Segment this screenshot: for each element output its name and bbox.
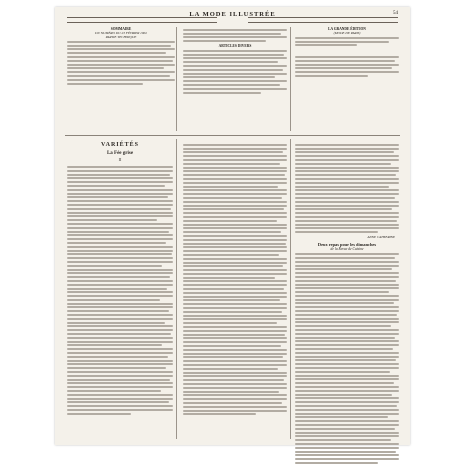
- text-line: [295, 321, 399, 323]
- text-line: [183, 193, 287, 195]
- text-line: [67, 193, 173, 195]
- text-line: [183, 36, 287, 38]
- text-line: [295, 420, 399, 422]
- text-line: [295, 295, 399, 297]
- summary-text: [67, 41, 175, 85]
- text-line: [295, 386, 399, 388]
- text-line: [67, 231, 169, 233]
- text-line: [183, 224, 287, 226]
- text-line: [295, 375, 399, 377]
- text-line: [295, 253, 399, 255]
- text-line: [67, 314, 173, 316]
- masthead-ornament-right: [248, 17, 398, 23]
- right-column: [295, 142, 399, 466]
- page-number: 54: [393, 11, 398, 16]
- text-line: [183, 216, 287, 218]
- varietes-column: [67, 142, 173, 417]
- text-line: [67, 67, 164, 69]
- text-line: [295, 231, 378, 233]
- text-line: [183, 394, 287, 396]
- text-line: [295, 159, 399, 161]
- text-line: [183, 372, 287, 374]
- text-line: [295, 356, 399, 358]
- text-line: [183, 334, 285, 336]
- text-line: [67, 48, 175, 50]
- text-line: [295, 428, 395, 430]
- text-line: [295, 394, 392, 396]
- text-line: [183, 258, 287, 260]
- text-line: [183, 148, 287, 150]
- text-line: [183, 197, 282, 199]
- text-line: [67, 363, 173, 365]
- text-line: [67, 223, 173, 225]
- text-line: [183, 387, 287, 389]
- text-line: [295, 56, 399, 58]
- text-line: [183, 273, 287, 275]
- text-line: [183, 80, 287, 82]
- text-line: [295, 435, 399, 437]
- text-line: [183, 243, 286, 245]
- text-line: [67, 200, 173, 202]
- grande-edition-text: [295, 37, 399, 77]
- text-line: [183, 178, 287, 180]
- text-line: [295, 333, 399, 335]
- text-line: [295, 367, 399, 369]
- text-line: [295, 216, 399, 218]
- text-line: [183, 322, 277, 324]
- articles-title: ARTICLES DIVERS: [218, 43, 252, 48]
- text-line: [295, 67, 392, 69]
- text-line: [67, 174, 170, 176]
- text-line: [183, 383, 287, 385]
- text-line: [67, 325, 173, 327]
- text-line: [67, 288, 167, 290]
- text-line: [183, 410, 287, 412]
- text-line: [67, 360, 173, 362]
- text-line: [183, 235, 287, 237]
- grande-edition-title: LA GRANDE ÉDITION: [328, 27, 366, 31]
- middle-column: [183, 142, 287, 417]
- text-line: [183, 262, 287, 264]
- masthead-title: LA MODE ILLUSTRÉE: [189, 11, 276, 18]
- text-line: [67, 219, 157, 221]
- text-line: [295, 439, 391, 441]
- text-line: [295, 401, 399, 403]
- text-line: [67, 367, 166, 369]
- text-line: [183, 406, 287, 408]
- articles-block: [183, 27, 287, 95]
- text-line: [67, 405, 173, 407]
- text-line: [67, 401, 169, 403]
- text-line: [67, 390, 161, 392]
- text-line: [295, 37, 399, 39]
- text-line: [67, 215, 173, 217]
- text-line: [67, 348, 173, 350]
- text-line: [67, 280, 173, 282]
- text-line: [67, 181, 173, 183]
- text-line: [183, 186, 278, 188]
- text-line: [183, 220, 277, 222]
- text-line: [67, 398, 173, 400]
- text-line: [67, 196, 168, 198]
- text-line: [183, 402, 282, 404]
- text-line: [183, 375, 287, 377]
- text-line: [295, 224, 399, 226]
- text-line: [67, 318, 173, 320]
- text-line: [183, 239, 287, 241]
- text-line: [67, 238, 173, 240]
- text-line: [183, 277, 275, 279]
- text-line: [295, 280, 396, 282]
- text-line: [295, 144, 399, 146]
- text-line: [295, 170, 399, 172]
- text-line: [183, 353, 287, 355]
- text-line: [67, 371, 173, 373]
- text-line: [295, 337, 395, 339]
- text-line: [183, 364, 287, 366]
- text-line: [67, 189, 173, 191]
- recettes-subtitle: de la Revue de Cuisine: [330, 247, 364, 252]
- text-line: [295, 178, 399, 180]
- text-line: [67, 333, 171, 335]
- text-line: [295, 447, 399, 449]
- text-line: [67, 322, 165, 324]
- text-line: [183, 65, 287, 67]
- text-line: [67, 394, 173, 396]
- text-line: [295, 302, 394, 304]
- text-line: [183, 163, 280, 165]
- text-line: [295, 352, 399, 354]
- text-line: [295, 151, 394, 153]
- text-line: [67, 265, 162, 267]
- text-line: [295, 287, 399, 289]
- text-line: [183, 231, 281, 233]
- text-line: [183, 345, 281, 347]
- text-line: [295, 75, 368, 77]
- text-line: [183, 288, 284, 290]
- text-line: [183, 307, 287, 309]
- text-line: [295, 265, 399, 267]
- column-rule: [290, 139, 291, 439]
- text-line: [183, 311, 282, 313]
- text-line: [183, 315, 287, 317]
- signature: ANNE CATHERINE: [367, 235, 395, 240]
- text-line: [295, 212, 399, 214]
- text-line: [67, 75, 170, 77]
- grande-edition-subtitle: (MODE DE PARIS): [333, 31, 361, 35]
- text-line: [183, 92, 261, 94]
- text-line: [67, 212, 173, 214]
- text-line: [295, 205, 399, 207]
- text-line: [295, 201, 399, 203]
- text-line: [295, 348, 393, 350]
- text-line: [67, 257, 173, 259]
- text-line: [295, 148, 399, 150]
- text-line: [295, 390, 399, 392]
- text-line: [67, 45, 171, 47]
- text-line: [295, 314, 397, 316]
- text-line: [183, 246, 287, 248]
- text-line: [295, 291, 389, 293]
- text-line: [67, 56, 175, 58]
- text-line: [295, 340, 399, 342]
- text-line: [295, 299, 399, 301]
- text-line: [295, 60, 395, 62]
- text-line: [67, 269, 173, 271]
- text-line: [295, 413, 399, 415]
- text-line: [295, 197, 395, 199]
- text-line: [295, 193, 399, 195]
- text-line: [67, 379, 170, 381]
- recettes-title: Deux repas pour les dimanches: [317, 242, 377, 248]
- summary-section: PARTIE TECHNIQUE: [105, 35, 137, 39]
- text-line: [183, 189, 287, 191]
- text-line: [295, 276, 399, 278]
- text-line: [295, 208, 392, 210]
- text-line: [183, 356, 283, 358]
- text-line: [67, 291, 173, 293]
- text-line: [183, 170, 287, 172]
- recettes-text: [295, 253, 399, 464]
- text-line: [183, 250, 287, 252]
- text-line: [183, 360, 287, 362]
- articles-text: [183, 50, 287, 94]
- summary-subtitle: DU NUMÉRO DU 23 FÉVRIER 1902: [95, 31, 147, 35]
- text-line: [295, 268, 392, 270]
- story-chapter: II: [118, 157, 122, 162]
- text-line: [183, 29, 287, 31]
- story-text: [67, 166, 173, 415]
- text-line: [183, 212, 287, 214]
- text-line: [295, 382, 394, 384]
- text-line: [67, 356, 168, 358]
- text-line: [183, 349, 287, 351]
- text-line: [183, 341, 287, 343]
- text-line: [67, 284, 173, 286]
- text-line: [183, 318, 287, 320]
- text-line: [295, 306, 399, 308]
- text-line: [295, 272, 399, 274]
- text-line: [67, 329, 173, 331]
- text-line: [67, 204, 173, 206]
- text-line: [183, 254, 279, 256]
- text-line: [67, 242, 166, 244]
- text-line: [183, 159, 287, 161]
- text-line: [295, 409, 399, 411]
- text-line: [295, 405, 397, 407]
- text-line: [183, 33, 281, 35]
- text-line: [183, 227, 287, 229]
- text-line: [67, 261, 173, 263]
- text-line: [183, 208, 284, 210]
- text-line: [183, 84, 280, 86]
- text-line: [67, 234, 173, 236]
- text-line: [67, 306, 173, 308]
- text-line: [67, 295, 173, 297]
- text-line: [295, 443, 399, 445]
- text-line: [183, 50, 287, 52]
- text-line: [295, 167, 399, 169]
- text-line: [295, 182, 399, 184]
- text-line: [183, 292, 287, 294]
- text-line: [295, 432, 399, 434]
- text-line: [67, 208, 171, 210]
- text-line: [183, 57, 287, 59]
- text-line: [183, 151, 283, 153]
- text-line: [183, 40, 266, 42]
- text-line: [183, 54, 284, 56]
- grande-edition-block: [295, 27, 399, 79]
- text-line: [67, 382, 173, 384]
- text-line: [295, 261, 399, 263]
- text-line: [295, 344, 399, 346]
- text-line: [67, 310, 169, 312]
- text-line: [67, 352, 173, 354]
- text-line: [67, 344, 162, 346]
- text-line: [183, 284, 287, 286]
- text-line: [67, 79, 175, 81]
- varietes-heading: VARIÉTÉS: [101, 142, 139, 148]
- text-line: [295, 284, 399, 286]
- text-line: [67, 272, 173, 274]
- text-line: [67, 60, 173, 62]
- text-line: [67, 246, 173, 248]
- text-line: [67, 409, 173, 411]
- articles-top-text: [183, 29, 287, 42]
- text-line: [295, 371, 390, 373]
- text-line: [183, 379, 284, 381]
- text-line: [67, 166, 173, 168]
- section-rule: [65, 135, 400, 136]
- text-line: [183, 182, 287, 184]
- text-line: [183, 144, 287, 146]
- column-rule: [290, 27, 291, 131]
- text-line: [183, 155, 287, 157]
- text-line: [295, 397, 399, 399]
- text-line: [67, 337, 173, 339]
- text-line: [183, 330, 287, 332]
- text-line: [67, 375, 173, 377]
- text-line: [295, 64, 399, 66]
- text-line: [183, 73, 287, 75]
- text-line: [67, 250, 173, 252]
- right-column-text: [295, 144, 399, 233]
- summary-block: [67, 27, 175, 86]
- text-line: [67, 253, 172, 255]
- text-line: [183, 368, 278, 370]
- text-line: [183, 326, 287, 328]
- newspaper-page: [55, 7, 410, 445]
- text-line: [295, 359, 396, 361]
- text-line: [295, 458, 399, 460]
- text-line: [295, 310, 399, 312]
- text-line: [67, 170, 173, 172]
- text-line: [67, 71, 175, 73]
- text-line: [295, 378, 399, 380]
- text-line: [295, 462, 378, 464]
- text-line: [295, 220, 397, 222]
- text-line: [67, 177, 173, 179]
- text-line: [295, 318, 399, 320]
- text-line: [67, 303, 173, 305]
- text-line: [295, 424, 399, 426]
- text-line: [295, 186, 389, 188]
- text-line: [295, 257, 395, 259]
- text-line: [67, 299, 160, 301]
- text-line: [183, 61, 278, 63]
- text-line: [295, 189, 399, 191]
- column-rule: [176, 27, 177, 131]
- text-line: [183, 167, 287, 169]
- text-line: [183, 69, 283, 71]
- text-line: [183, 299, 280, 301]
- text-line: [295, 71, 399, 73]
- text-line: [183, 88, 287, 90]
- text-line: [295, 227, 399, 229]
- text-line: [183, 391, 279, 393]
- text-line: [67, 341, 173, 343]
- text-line: [295, 44, 357, 46]
- text-line: [183, 76, 275, 78]
- text-line: [183, 303, 287, 305]
- middle-column-text: [183, 144, 287, 416]
- column-rule: [176, 139, 177, 439]
- text-line: [295, 329, 399, 331]
- text-line: [295, 325, 391, 327]
- text-line: [183, 296, 287, 298]
- text-line: [183, 280, 287, 282]
- text-line: [183, 265, 283, 267]
- text-line: [183, 174, 285, 176]
- text-line: [295, 363, 399, 365]
- text-line: [67, 41, 175, 43]
- text-line: [67, 227, 173, 229]
- text-line: [295, 416, 388, 418]
- text-line: [67, 64, 175, 66]
- text-line: [183, 205, 287, 207]
- text-line: [67, 276, 170, 278]
- text-line: [67, 413, 131, 415]
- text-line: [183, 269, 287, 271]
- text-line: [67, 386, 173, 388]
- text-line: [295, 155, 399, 157]
- text-line: [67, 52, 166, 54]
- text-line: [295, 41, 389, 43]
- text-line: [183, 398, 287, 400]
- text-line: [295, 454, 399, 456]
- story-title: La Fée grise: [106, 151, 134, 156]
- text-line: [67, 83, 143, 85]
- text-line: [295, 163, 391, 165]
- text-line: [67, 185, 165, 187]
- text-line: [183, 201, 287, 203]
- text-line: [295, 174, 396, 176]
- text-line: [183, 413, 256, 415]
- summary-title: SOMMAIRE: [110, 27, 132, 31]
- text-line: [183, 337, 287, 339]
